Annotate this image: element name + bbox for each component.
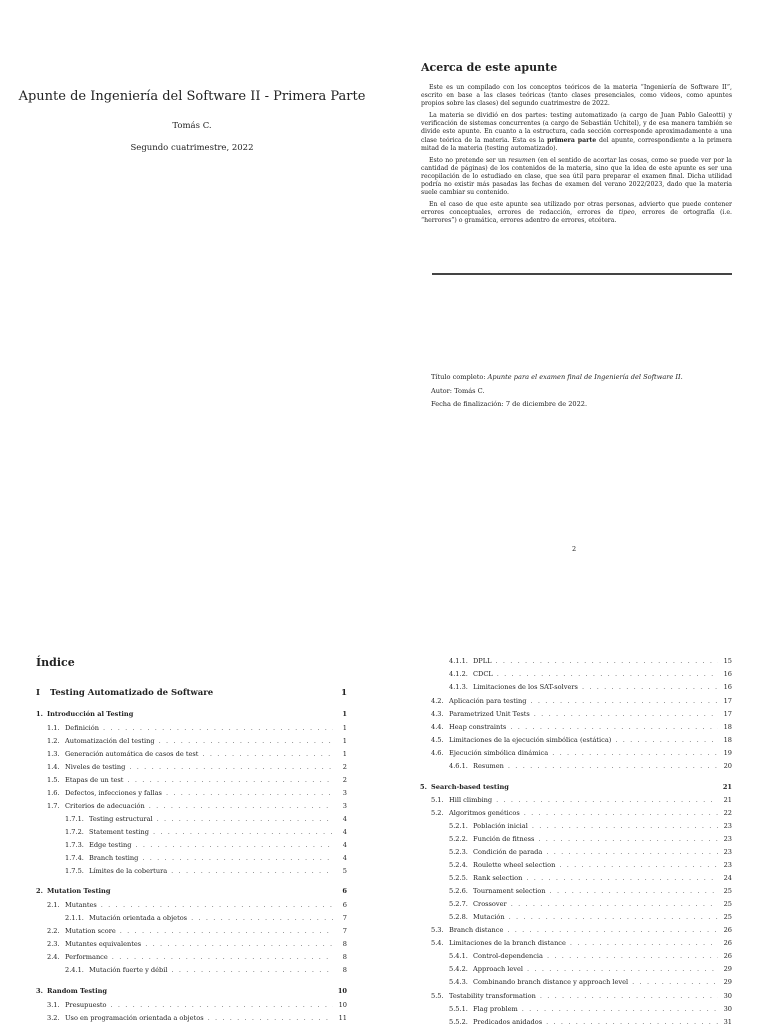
toc-entry-page: 6: [342, 887, 347, 895]
toc-entry-page: 3: [342, 802, 347, 810]
toc-leader: [171, 867, 333, 875]
toc-entry[interactable]: [449, 900, 732, 908]
toc-entry-title: Resumen: [473, 762, 504, 770]
toc-entry-page: 25: [723, 900, 732, 908]
toc-leader: [508, 762, 718, 770]
toc-entry-number: 3.: [36, 987, 43, 995]
toc-entry-number: 5.4.3.: [449, 978, 468, 986]
toc-entry-number: 5.2.: [431, 809, 444, 817]
toc-entry-page: 17: [723, 710, 732, 718]
about-paragraph-2: [421, 112, 732, 153]
toc-entry-page: 25: [723, 887, 732, 895]
toc-entry-number: 5.2.2.: [449, 835, 468, 843]
toc-entry-page: 16: [723, 670, 732, 678]
toc-entry-number: 3.1.: [47, 1001, 60, 1009]
toc-leader: [101, 901, 333, 909]
toc-entry-page: 11: [338, 1014, 347, 1022]
toc-leader: [135, 841, 333, 849]
toc-entry-title: Mutación orientada a objetos: [89, 914, 188, 922]
toc-entry-title: Branch distance: [449, 926, 504, 934]
toc-entry-title: Branch testing: [89, 854, 139, 862]
toc-entry[interactable]: [47, 737, 347, 745]
toc-entry-page: 29: [723, 965, 732, 973]
toc-entry-page: 1: [342, 710, 347, 718]
toc-leader: [496, 796, 718, 804]
toc-entry-page: 23: [723, 822, 732, 830]
toc-entry[interactable]: [431, 992, 732, 1000]
toc-entry-page: 2: [342, 776, 347, 784]
toc-entry[interactable]: [431, 710, 732, 718]
toc-entry-number: 1.7.4.: [65, 854, 84, 862]
toc-entry[interactable]: [65, 854, 347, 862]
toc-entry-page: 29: [723, 978, 732, 986]
toc-leader: [522, 1005, 718, 1013]
toc-entry[interactable]: [449, 835, 732, 843]
toc-entry-number: 5.2.4.: [449, 861, 468, 869]
toc-entry-title: Función de fitness: [473, 835, 535, 843]
toc-entry-page: 26: [723, 939, 732, 947]
toc-entry-page: 4: [342, 815, 347, 823]
toc-entry[interactable]: [431, 809, 732, 817]
toc-leader: [142, 854, 333, 862]
toc-entry-title: Etapas de un test: [65, 776, 124, 784]
toc-entry[interactable]: [36, 688, 347, 698]
toc-entry-page: 1: [341, 688, 347, 698]
toc-entry[interactable]: [431, 736, 732, 744]
toc-entry-page: 17: [723, 697, 732, 705]
toc-entry-title: Aplicación para testing: [449, 697, 527, 705]
toc-entry-title: Approach level: [473, 965, 524, 973]
toc-leader: [497, 670, 718, 678]
toc-entry-number: 5.4.2.: [449, 965, 468, 973]
toc-entry-page: 23: [723, 848, 732, 856]
about-paragraph-3: [421, 157, 732, 198]
toc-entry-title: Statement testing: [89, 828, 149, 836]
toc-entry-page: 30: [723, 992, 732, 1000]
page-number: 2: [572, 545, 577, 553]
toc-entry-page: 1: [342, 750, 347, 758]
toc-entry-title: Presupuesto: [65, 1001, 107, 1009]
toc-entry[interactable]: [65, 966, 347, 974]
toc-entry-number: 5.4.: [431, 939, 444, 947]
toc-entry[interactable]: [65, 914, 347, 922]
toc-entry-page: 1: [342, 737, 347, 745]
toc-entry-number: 1.7.5.: [65, 867, 84, 875]
toc-leader: [111, 1001, 334, 1009]
document-author: Tomás C.: [172, 121, 212, 131]
toc-leader: [120, 927, 333, 935]
toc-leader: [112, 953, 333, 961]
toc-entry[interactable]: [65, 815, 347, 823]
toc-entry-title: CDCL: [473, 670, 493, 678]
toc-entry[interactable]: [449, 952, 732, 960]
about-paragraph-1: Este es un compilado con los conceptos teóricos de la materia “Ingeniería de Software II”, escrito en base a las clases teóricas (tanto clases presenciales, como videos, como apuntes propios sobre las clases) del segundo cuatrimestre de 2022.: [421, 84, 732, 108]
toc-entry[interactable]: [449, 861, 732, 869]
toc-entry[interactable]: [431, 697, 732, 705]
toc-entry[interactable]: [431, 926, 732, 934]
toc-entry-page: 31: [723, 1018, 732, 1026]
toc-leader: [546, 848, 718, 856]
toc-leader: [546, 1018, 718, 1026]
toc-entry-number: 5.3.: [431, 926, 444, 934]
text-span: (en el sentido de acortar las cosas, como se puede ver por la cantidad de páginas) de los contenidos de la materia, sino que la idea de este apunte es ser una recopilación de lo estudiado en clase, que sea útil para preparar el examen final. Dicha utilidad podría no existir más pasadas las fechas de examen del verano 2022/2023, dado que la materia suele cambiar su contenido.: [421, 156, 732, 197]
toc-entry-number: 1.2.: [47, 737, 60, 745]
toc-leader: [632, 978, 718, 986]
toc-entry[interactable]: [449, 978, 732, 986]
toc-leader: [510, 723, 718, 731]
text-span: Esto no pretende ser un: [429, 156, 509, 164]
toc-entry-number: 4.1.2.: [449, 670, 468, 678]
toc-leader: [526, 874, 718, 882]
toc-entry-number: 5.5.1.: [449, 1005, 468, 1013]
toc-entry[interactable]: [47, 776, 347, 784]
toc-leader: [103, 724, 333, 732]
toc-entry-page: 26: [723, 926, 732, 934]
toc-entry-title: Uso en programación orientada a objetos: [65, 1014, 204, 1022]
toc-entry-title: Roulette wheel selection: [473, 861, 556, 869]
toc-entry-number: 1.5.: [47, 776, 60, 784]
toc-entry-number: 5.1.: [431, 796, 444, 804]
document-metadata: [431, 371, 683, 412]
toc-entry-title: Tournament selection: [473, 887, 546, 895]
toc-entry[interactable]: [47, 763, 347, 771]
toc-entry-title: Testing Automatizado de Software: [50, 688, 214, 698]
toc-entry[interactable]: [47, 901, 347, 909]
toc-entry-title: Ejecución simbólica dinámica: [449, 749, 549, 757]
toc-entry[interactable]: [47, 802, 347, 810]
meta-title-value: Apunte para el examen final de Ingeniería del Software II.: [487, 373, 683, 381]
meta-title-label: Título completo:: [431, 373, 488, 381]
toc-entry-number: 1.1.: [47, 724, 60, 732]
toc-leader: [615, 736, 718, 744]
toc-entry-title: Generación automática de casos de test: [65, 750, 199, 758]
toc-entry-page: 21: [722, 783, 732, 791]
toc-entry[interactable]: [65, 841, 347, 849]
toc-entry-page: 10: [337, 987, 347, 995]
toc-entry-page: 5: [342, 867, 347, 875]
toc-entry-page: 21: [723, 796, 732, 804]
toc-leader: [171, 966, 333, 974]
toc-entry-number: 4.6.: [431, 749, 444, 757]
toc-entry-page: 6: [342, 901, 347, 909]
toc-entry-page: 4: [342, 828, 347, 836]
toc-entry-number: 2.4.1.: [65, 966, 84, 974]
toc-entry-number: 1.3.: [47, 750, 60, 758]
toc-entry-page: 7: [342, 914, 347, 922]
toc-leader: [550, 887, 718, 895]
toc-entry-title: Mutantes: [65, 901, 97, 909]
toc-entry-number: 2.2.: [47, 927, 60, 935]
toc-leader: [166, 789, 333, 797]
toc-entry-number: 1.7.: [47, 802, 60, 810]
toc-entry[interactable]: [431, 939, 732, 947]
toc-entry[interactable]: [449, 913, 732, 921]
toc-entry[interactable]: [449, 822, 732, 830]
toc-entry-page: 20: [723, 762, 732, 770]
toc-entry-page: 3: [342, 789, 347, 797]
toc-leader: [552, 749, 718, 757]
toc-leader: [530, 697, 718, 705]
toc-entry-number: 5.5.2.: [449, 1018, 468, 1026]
toc-leader: [208, 1014, 333, 1022]
document-term: Segundo cuatrimestre, 2022: [130, 143, 254, 153]
about-text: [421, 84, 732, 229]
toc-entry-number: 5.2.6.: [449, 887, 468, 895]
toc-entry[interactable]: [65, 828, 347, 836]
toc-entry-page: 23: [723, 861, 732, 869]
toc-entry[interactable]: [36, 887, 347, 895]
about-heading: Acerca de este apunte: [421, 61, 558, 74]
toc-leader: [145, 940, 333, 948]
toc-entry-title: Mutation score: [65, 927, 116, 935]
toc-entry-page: 23: [723, 835, 732, 843]
toc-entry-number: 5.5.: [431, 992, 444, 1000]
toc-entry-title: DPLL: [473, 657, 492, 665]
toc-entry-title: Performance: [65, 953, 108, 961]
toc-entry-number: 5.4.1.: [449, 952, 468, 960]
toc-entry-number: 4.6.1.: [449, 762, 468, 770]
toc-entry-number: 4.4.: [431, 723, 444, 731]
toc-entry-page: 19: [723, 749, 732, 757]
toc-entry-page: 7: [342, 927, 347, 935]
toc-leader: [157, 815, 333, 823]
toc-entry[interactable]: [449, 762, 732, 770]
toc-entry[interactable]: [47, 750, 347, 758]
toc-entry-title: Heap constraints: [449, 723, 507, 731]
toc-entry[interactable]: [449, 965, 732, 973]
toc-leader: [507, 926, 718, 934]
toc-entry[interactable]: [449, 683, 732, 691]
toc-entry-number: 1.6.: [47, 789, 60, 797]
toc-entry-title: Defectos, infecciones y fallas: [65, 789, 162, 797]
toc-entry[interactable]: [449, 1018, 732, 1026]
toc-entry-title: Población inicial: [473, 822, 528, 830]
toc-entry-page: 10: [338, 1001, 347, 1009]
toc-entry-number: 4.1.3.: [449, 683, 468, 691]
meta-author-line: Autor: Tomás C.: [431, 386, 485, 395]
toc-entry-number: 1.4.: [47, 763, 60, 771]
toc-entry-number: 3.2.: [47, 1014, 60, 1022]
toc-entry-title: Automatización del testing: [65, 737, 155, 745]
toc-entry-title: Flag problem: [473, 1005, 518, 1013]
document-title: Apunte de Ingeniería del Software II - Primera Parte: [18, 89, 366, 104]
toc-entry-number: 2.3.: [47, 940, 60, 948]
toc-entry-number: 5.2.8.: [449, 913, 468, 921]
toc-entry-title: Limitaciones de la branch distance: [449, 939, 566, 947]
toc-entry[interactable]: [431, 796, 732, 804]
toc-entry-title: Niveles de testing: [65, 763, 126, 771]
toc-entry-title: Crossover: [473, 900, 507, 908]
toc-entry-title: Mutation Testing: [47, 887, 111, 895]
toc-leader: [540, 992, 718, 1000]
toc-leader: [527, 965, 718, 973]
toc-entry-title: Criterios de adecuación: [65, 802, 145, 810]
toc-entry-number: 4.1.1.: [449, 657, 468, 665]
toc-entry-page: 4: [342, 841, 347, 849]
toc-entry-page: 8: [342, 966, 347, 974]
toc-entry-page: 8: [342, 953, 347, 961]
toc-leader: [532, 822, 718, 830]
toc-entry-number: 5.: [420, 783, 427, 791]
toc-entry-page: 18: [723, 723, 732, 731]
toc-entry[interactable]: [431, 749, 732, 757]
toc-entry[interactable]: [47, 724, 347, 732]
toc-entry[interactable]: [47, 940, 347, 948]
toc-leader: [582, 683, 718, 691]
toc-entry-number: 5.2.1.: [449, 822, 468, 830]
toc-leader: [153, 828, 333, 836]
toc-entry[interactable]: [449, 670, 732, 678]
toc-entry-title: Hill climbing: [449, 796, 493, 804]
toc-entry-title: Edge testing: [89, 841, 132, 849]
toc-entry-number: 4.3.: [431, 710, 444, 718]
toc-entry[interactable]: [47, 789, 347, 797]
toc-entry-title: Combinando branch distance y approach level: [473, 978, 629, 986]
toc-leader: [509, 913, 718, 921]
toc-entry-page: 26: [723, 952, 732, 960]
toc-entry-page: 25: [723, 913, 732, 921]
about-paragraph-4: [421, 201, 732, 226]
toc-entry-title: Rank selection: [473, 874, 523, 882]
toc-entry-page: 15: [723, 657, 732, 665]
toc-leader: [538, 835, 718, 843]
toc-entry[interactable]: [449, 848, 732, 856]
toc-entry[interactable]: [47, 927, 347, 935]
toc-entry-number: 2.1.1.: [65, 914, 84, 922]
index-heading: Índice: [36, 656, 75, 669]
toc-leader: [559, 861, 718, 869]
toc-entry-page: 4: [342, 854, 347, 862]
toc-leader: [570, 939, 718, 947]
toc-leader: [511, 900, 718, 908]
toc-entry-title: Search-based testing: [431, 783, 509, 791]
toc-entry-number: 1.: [36, 710, 43, 718]
toc-entry-number: 2.4.: [47, 953, 60, 961]
toc-entry[interactable]: [47, 1001, 347, 1009]
meta-title-line: [431, 371, 683, 385]
toc-entry-title: Mutantes equivalentes: [65, 940, 142, 948]
toc-leader: [495, 657, 718, 665]
toc-entry[interactable]: [65, 867, 347, 875]
toc-leader: [127, 776, 333, 784]
toc-entry[interactable]: [47, 1014, 347, 1022]
toc-entry[interactable]: [36, 987, 347, 995]
toc-leader: [149, 802, 333, 810]
toc-entry-page: 1: [342, 724, 347, 732]
toc-entry[interactable]: [449, 874, 732, 882]
toc-entry-number: 1.7.1.: [65, 815, 84, 823]
toc-leader: [547, 952, 718, 960]
toc-entry[interactable]: [449, 657, 732, 665]
toc-entry-title: Testability transformation: [449, 992, 536, 1000]
toc-entry-title: Condición de parada: [473, 848, 543, 856]
toc-entry-title: Parametrized Unit Tests: [449, 710, 530, 718]
toc-entry-title: Mutación fuerte y débil: [89, 966, 168, 974]
toc-leader: [191, 914, 333, 922]
toc-entry[interactable]: [47, 953, 347, 961]
toc-entry-number: 1.7.2.: [65, 828, 84, 836]
toc-entry-title: Limitaciones de la ejecución simbólica (estática): [449, 736, 612, 744]
toc-entry-number: 4.2.: [431, 697, 444, 705]
toc-entry-title: Algoritmos genéticos: [449, 809, 520, 817]
toc-entry-number: 2.1.: [47, 901, 60, 909]
toc-entry-title: Mutación: [473, 913, 505, 921]
toc-entry-page: 16: [723, 683, 732, 691]
toc-leader: [129, 763, 333, 771]
toc-entry-page: 18: [723, 736, 732, 744]
toc-entry-page: 2: [342, 763, 347, 771]
toc-entry-page: 30: [723, 1005, 732, 1013]
toc-entry-title: Control-dependencia: [473, 952, 543, 960]
divider-rule: [432, 273, 732, 275]
text-span: , errores de ortografía (i.e. “herrores”) o gramática, errores adentro de errores, etcétera.: [421, 209, 732, 225]
italic-text: resumen: [508, 156, 536, 164]
toc-entry-number: 1.7.3.: [65, 841, 84, 849]
toc-leader: [534, 710, 718, 718]
toc-entry-title: Predicados anidados: [473, 1018, 543, 1026]
toc-entry-number: I: [36, 688, 40, 698]
text-span: En el caso de que este apunte sea utilizado por otras personas, advierto que puede contener errores conceptuales, errores de redacción, errores de: [421, 200, 732, 217]
toc-entry-title: Testing estructural: [89, 815, 153, 823]
toc-leader: [202, 750, 333, 758]
toc-entry[interactable]: [449, 887, 732, 895]
toc-entry-title: Definición: [65, 724, 99, 732]
toc-entry-title: Límites de la cobertura: [89, 867, 168, 875]
text-span: La materia se dividió en dos partes: testing automatizado (a cargo de Juan Pablo Galeotti) y verificación de sistemas concurrentes (a cargo de Sebastián Uchitel), y de esa manera también se divide este apunte. En cuanto a la estructura, cada sección corresponde aproximadamente a una clase teórica de la materia. Esta es la: [421, 112, 732, 144]
bold-text: primera parte: [547, 136, 597, 144]
toc-entry-number: 5.2.3.: [449, 848, 468, 856]
text-span: del apunte, correspondiente a la primera mitad de la materia (testing automatizado).: [421, 136, 733, 152]
toc-entry-number: 5.2.7.: [449, 900, 468, 908]
toc-entry[interactable]: [420, 783, 732, 791]
toc-entry-page: 24: [723, 874, 732, 882]
toc-entry-title: Random Testing: [47, 987, 107, 995]
italic-text: tipeo: [618, 209, 635, 217]
toc-entry-number: 5.2.5.: [449, 874, 468, 882]
toc-entry-number: 4.5.: [431, 736, 444, 744]
toc-entry[interactable]: [36, 710, 347, 718]
toc-entry[interactable]: [431, 723, 732, 731]
toc-leader: [159, 737, 333, 745]
toc-entry[interactable]: [449, 1005, 732, 1013]
toc-entry-title: Introducción al Testing: [47, 710, 134, 718]
toc-entry-page: 8: [342, 940, 347, 948]
toc-entry-page: 22: [723, 809, 732, 817]
toc-entry-title: Limitaciones de los SAT-solvers: [473, 683, 578, 691]
toc-entry-number: 2.: [36, 887, 43, 895]
toc-leader: [524, 809, 718, 817]
meta-date-line: Fecha de finalización: 7 de diciembre de 2022.: [431, 400, 588, 408]
